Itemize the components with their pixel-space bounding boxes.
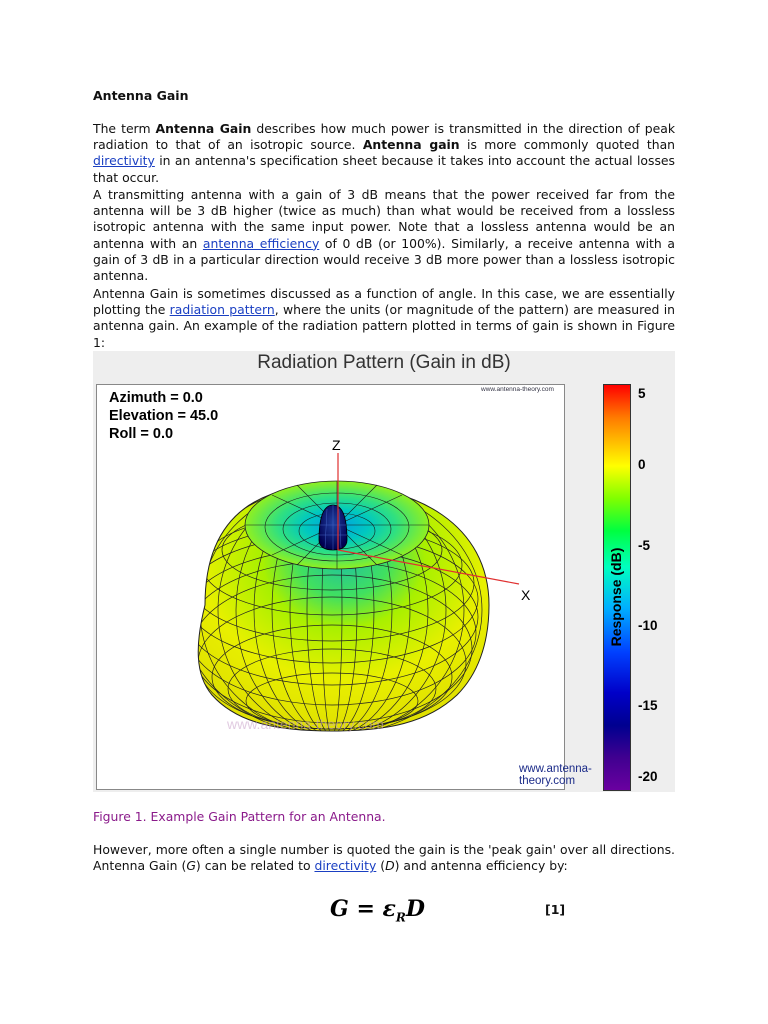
text: of 0 dB (or 100%). Similarly, a receive antenna with a gain of 3 dB in a particular direction would receive 3 dB more power than a lossless isotropic antenna. [93,235,675,284]
azimuth-readout: Azimuth = 0.0 [109,390,203,406]
antenna-efficiency-link[interactable]: antenna efficiency [202,235,320,251]
text: in an antenna's specification sheet because it takes into account the actual losses that occur. [93,153,675,185]
bold-term: Antenna gain [362,137,460,153]
text: , where the units (or magnitude of the pattern) are measured in antenna gain. An example of the radiation pattern plotted in terms of gain is shown in Figure 1: [93,302,675,350]
equation-number: [1] [545,902,566,917]
colorbar-tick: -10 [638,618,658,633]
colorbar-tick: 5 [638,386,646,401]
equation-rhs: D [405,896,425,922]
italic-symbol: G [186,858,196,874]
colorbar-tick: -15 [638,698,658,713]
paragraph-3 [93,286,675,351]
watermark-ghost: www.antenna-theory.com [227,716,384,732]
x-axis-label: X [521,587,531,603]
text: Antenna Gain is sometimes discussed as a function of angle. In this case, we are essentially plotting the [93,286,675,318]
colorbar-axis-label: Response (dB) [608,547,624,647]
figure-title: Radiation Pattern (Gain in dB) [257,352,511,373]
gain-equation [330,896,425,924]
text: ) can be related to [195,858,315,874]
equation-subscript: R [395,910,406,925]
colorbar-tick: 0 [638,457,646,472]
elevation-readout: Elevation = 45.0 [109,408,219,424]
text: ( [376,858,386,874]
equation-lhs: G = ε [330,896,396,922]
radiation-pattern-figure [93,351,675,792]
watermark-large: www.antenna-theory.com [519,763,592,787]
z-axis-label: Z [332,437,341,453]
text: However, more often a single number is quoted the gain is the 'peak gain' over all directions. Antenna Gain ( [93,842,675,874]
text: The term [93,121,156,136]
section-heading: Antenna Gain [93,88,189,103]
colorbar-tick: -5 [638,538,651,553]
paragraph-1 [93,121,675,186]
text: describes how much power is transmitted in the direction of peak radiation to that of an isotropic source. [93,121,675,153]
colorbar-tick: -20 [638,769,658,784]
plot-area [96,384,592,790]
text: is more commonly quoted than [459,137,676,153]
radiation-pattern-link[interactable]: radiation pattern [169,302,275,318]
bold-term: Antenna Gain [155,121,252,136]
watermark-small: www.antenna-theory.com [481,386,554,393]
directivity-link-2[interactable]: directivity [314,858,377,874]
italic-symbol: D [385,858,395,874]
figure-caption: Figure 1. Example Gain Pattern for an Antenna. [93,809,386,824]
text: A transmitting antenna with a gain of 3 dB means that the power received far from the antenna will be 3 dB higher (twice as much) than what would be received from a lossless isotropic antenna with the same input power. Note that a lossless antenna would be an antenna with an [93,187,675,251]
roll-readout: Roll = 0.0 [109,426,174,442]
directivity-link[interactable]: directivity [93,153,155,169]
paragraph-2 [93,187,675,284]
paragraph-4 [93,842,675,874]
text: ) and antenna efficiency by: [394,858,568,874]
